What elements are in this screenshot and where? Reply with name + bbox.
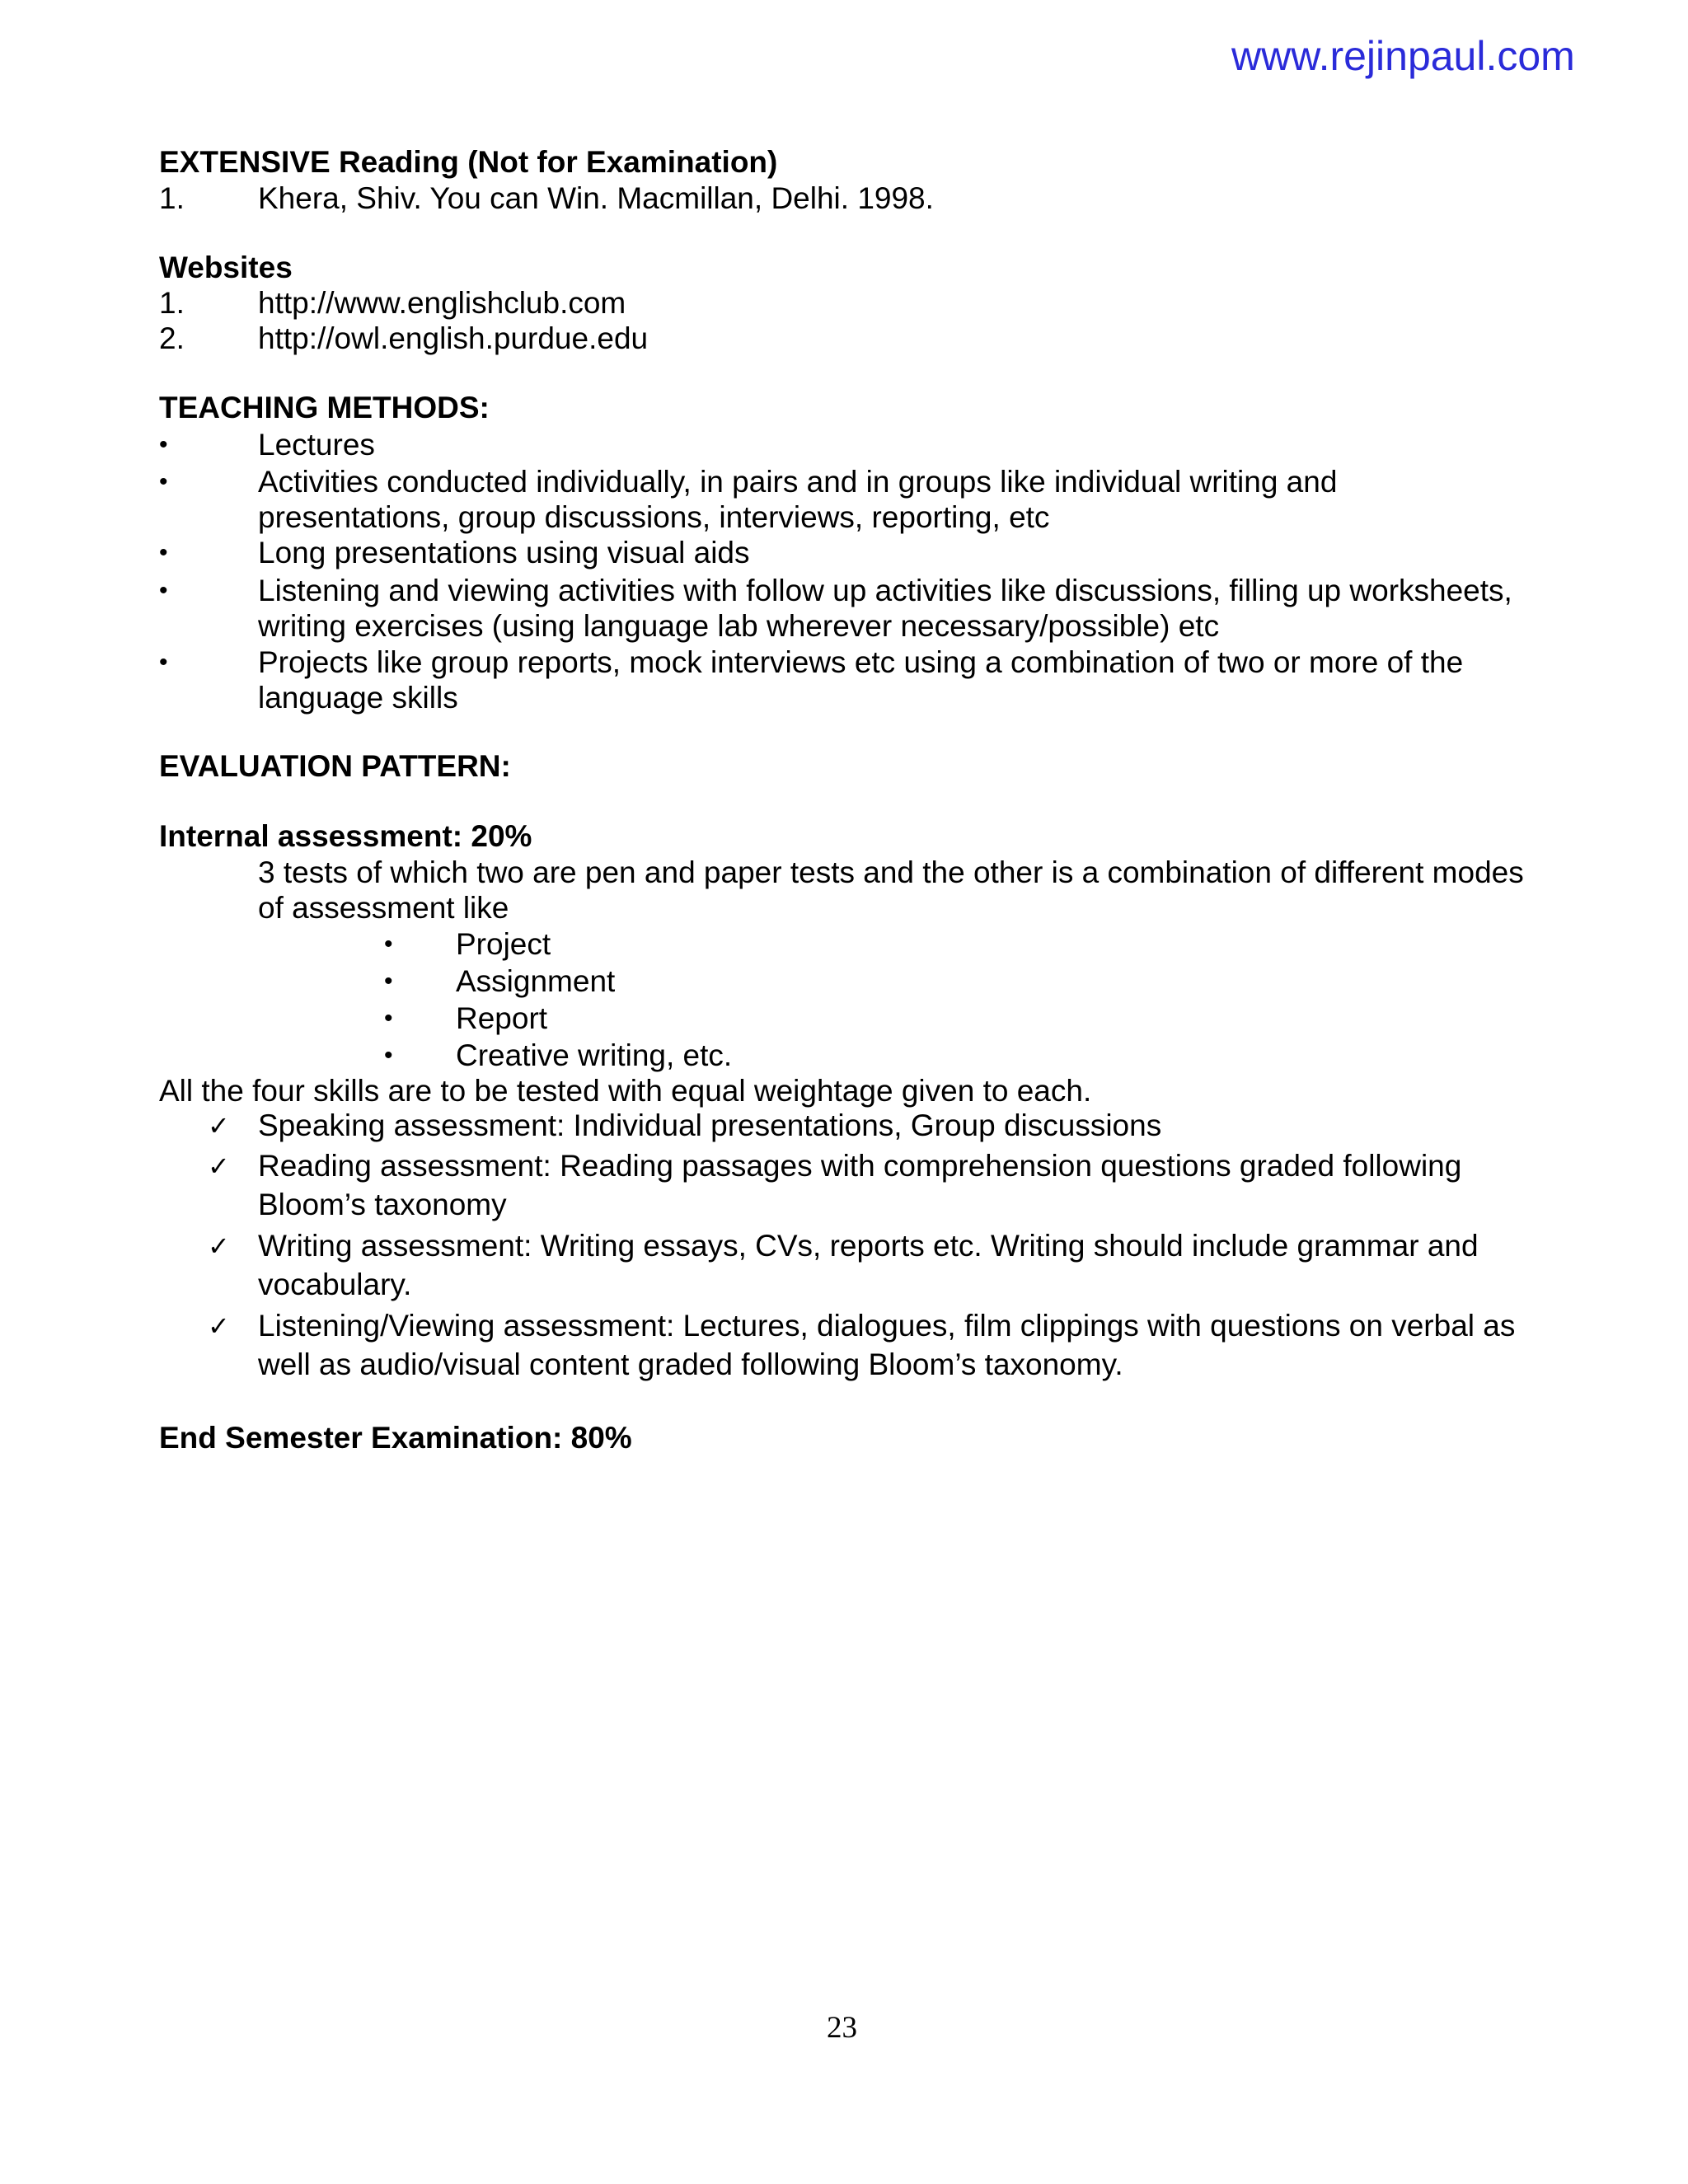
bullet-icon: • [159,431,168,458]
skill-assessment-line: well as audio/visual content graded following Bloom’s taxonomy. [258,1347,1123,1381]
assessment-mode-item: Report [456,1001,548,1035]
skill-assessment-line: Speaking assessment: Individual presentations, Group discussions [258,1108,1162,1142]
teaching-item-line: Long presentations using visual aids [258,536,750,569]
website-item-number: 2. [159,321,185,355]
teaching-methods-heading: TEACHING METHODS: [159,391,490,424]
teaching-item-line: Listening and viewing activities with follow up activities like discussions, filling up worksheets, [258,574,1512,607]
internal-assessment-heading: Internal assessment: 20% [159,819,532,853]
extensive-item-number: 1. [159,181,185,215]
checkmark-icon: ✓ [208,1230,230,1262]
teaching-item-line: writing exercises (using language lab wherever necessary/possible) etc [258,609,1220,643]
bullet-icon: • [384,1005,393,1032]
teaching-item-line: Projects like group reports, mock interviews etc using a combination of two or more of the [258,645,1464,679]
skill-assessment-line: Writing assessment: Writing essays, CVs, reports etc. Writing should include grammar and [258,1229,1479,1263]
bullet-icon: • [384,1042,393,1069]
assessment-mode-item: Project [456,927,551,961]
checkmark-icon: ✓ [208,1310,230,1342]
bullet-icon: • [384,968,393,995]
end-semester-heading: End Semester Examination: 80% [159,1421,632,1455]
evaluation-pattern-heading: EVALUATION PATTERN: [159,749,511,783]
teaching-item-line: language skills [258,681,458,715]
checkmark-icon: ✓ [208,1110,230,1141]
bullet-icon: • [159,577,168,604]
bullet-icon: • [384,930,393,958]
teaching-item-line: presentations, group discussions, interviews, reporting, etc [258,500,1050,534]
skill-assessment-line: Bloom’s taxonomy [258,1188,507,1221]
assessment-mode-item: Assignment [456,964,616,998]
page-number: 23 [827,2011,857,2045]
assessment-mode-item: Creative writing, etc. [456,1038,733,1072]
teaching-item-line: Lectures [258,428,375,462]
skills-intro: All the four skills are to be tested with equal weightage given to each. [159,1074,1092,1108]
teaching-item-line: Activities conducted individually, in pairs and in groups like individual writing and [258,465,1338,499]
skill-assessment-line: Reading assessment: Reading passages with comprehension questions graded following [258,1149,1462,1183]
watermark-link[interactable]: www.rejinpaul.com [1231,33,1575,79]
bullet-icon: • [159,468,168,495]
skill-assessment-line: vocabulary. [258,1268,412,1301]
checkmark-icon: ✓ [208,1151,230,1182]
websites-heading: Websites [159,251,293,284]
extensive-reading-heading: EXTENSIVE Reading (Not for Examination) [159,145,778,179]
internal-assessment-description: 3 tests of which two are pen and paper tests and the other is a combination of different modes [258,855,1524,889]
bullet-icon: • [159,649,168,676]
website-link[interactable]: http://owl.english.purdue.edu [258,321,649,355]
bullet-icon: • [159,539,168,566]
website-link[interactable]: http://www.englishclub.com [258,286,626,320]
website-item-number: 1. [159,286,185,320]
skill-assessment-line: Listening/Viewing assessment: Lectures, dialogues, film clippings with questions on verbal as [258,1309,1516,1343]
internal-assessment-description: of assessment like [258,891,509,925]
extensive-item-text: Khera, Shiv. You can Win. Macmillan, Delhi. 1998. [258,181,934,215]
